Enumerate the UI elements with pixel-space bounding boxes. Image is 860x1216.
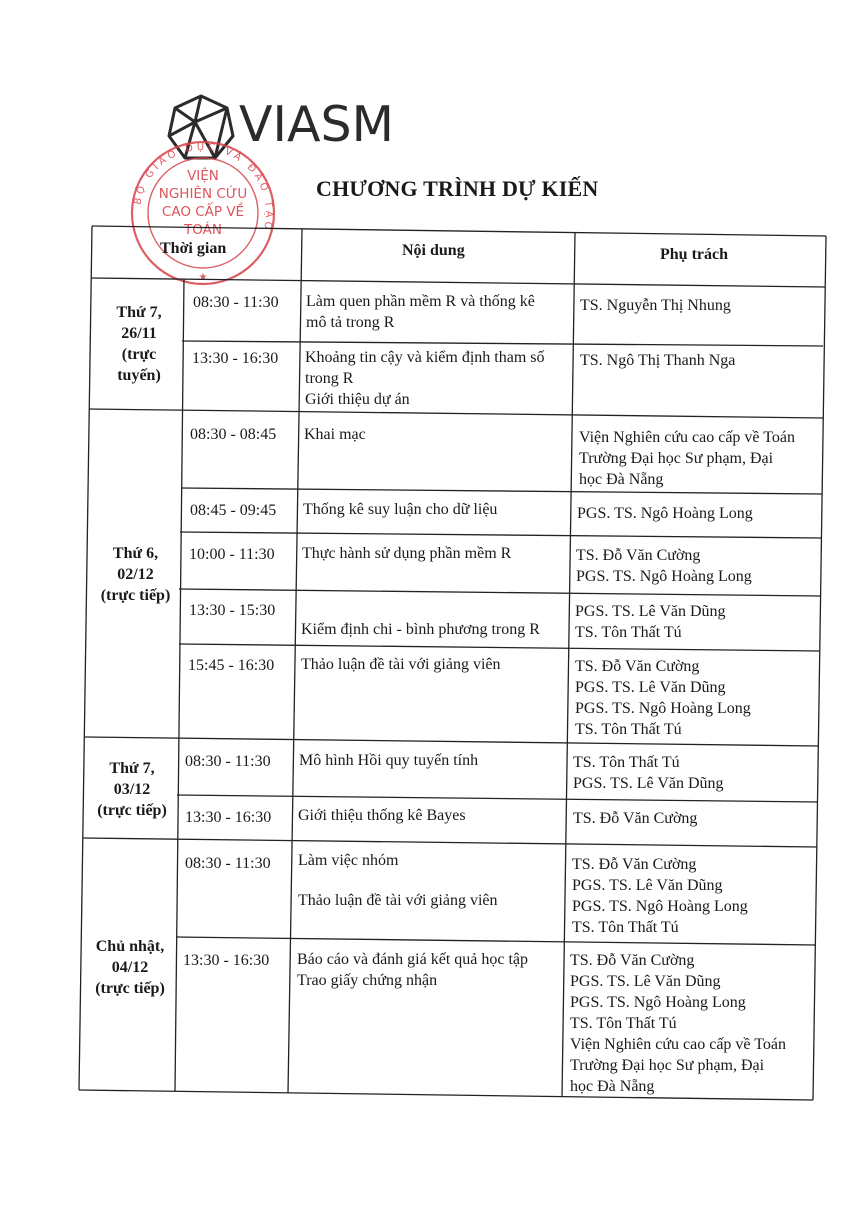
session-time: 08:30 - 11:30 (193, 294, 279, 311)
session-time: 13:30 - 15:30 (189, 602, 276, 619)
session-content: Làm quen phần mềm R và thống kê mô tả trong R (306, 293, 535, 331)
header-responsible: Phụ trách (660, 246, 728, 263)
session-time: 10:00 - 11:30 (189, 546, 275, 563)
session-content: Thảo luận đề tài với giảng viên (301, 656, 501, 673)
session-responsible: TS. Đỗ Văn Cường PGS. TS. Lê Văn Dũng PGS. TS. Ngô Hoàng Long TS. Tôn Thất Tú Viện Nghiên cứu cao cấp về Toán Trường Đại học Sư phạm, Đại học Đà Nẵng (570, 952, 786, 1095)
session-content: Báo cáo và đánh giá kết quả học tập Trao giấy chứng nhận (297, 951, 529, 989)
header-time: Thời gian (160, 240, 227, 257)
session-responsible: PGS. TS. Ngô Hoàng Long (577, 505, 753, 522)
session-content: Thống kê suy luận cho dữ liệu (303, 501, 498, 518)
official-stamp (128, 138, 278, 288)
session-content: Kiểm định chi - bình phương trong R (301, 621, 540, 638)
session-time: 08:30 - 08:45 (190, 426, 277, 443)
session-content: Mô hình Hồi quy tuyến tính (299, 752, 479, 769)
stamp-ring-text: BỘ GIÁO DỤC VÀ ĐÀO TẠO (132, 141, 275, 234)
session-content: Khoảng tin cậy và kiểm định tham số trong R Giới thiệu dự án (305, 349, 545, 408)
session-responsible: TS. Đỗ Văn Cường PGS. TS. Lê Văn Dũng PGS. TS. Ngô Hoàng Long TS. Tôn Thất Tú (575, 658, 751, 738)
session-responsible: PGS. TS. Lê Văn Dũng TS. Tôn Thất Tú (575, 603, 726, 641)
stamp-line-3: CAO CẤP VỀ (161, 204, 245, 220)
stamp-line-4: TOÁN (184, 222, 222, 238)
session-time: 13:30 - 16:30 (185, 809, 272, 826)
stamp-line-1: VIỆN (187, 168, 219, 184)
session-content: Khai mạc (304, 426, 366, 443)
session-responsible: TS. Nguyễn Thị Nhung (580, 297, 731, 314)
day-label: Thứ 7, 26/11 (trực tuyến) (116, 304, 162, 384)
session-responsible: TS. Đỗ Văn Cường PGS. TS. Ngô Hoàng Long (576, 547, 752, 585)
session-time: 08:45 - 09:45 (190, 502, 277, 519)
session-time: 13:30 - 16:30 (183, 952, 270, 969)
session-responsible: TS. Đỗ Văn Cường PGS. TS. Lê Văn Dũng PGS. TS. Ngô Hoàng Long TS. Tôn Thất Tú (572, 856, 748, 936)
session-content: Làm việc nhóm Thảo luận đề tài với giảng viên (298, 852, 498, 909)
day-label: Thứ 7, 03/12 (trực tiếp) (97, 760, 167, 819)
session-responsible: TS. Đỗ Văn Cường (573, 810, 698, 827)
day-label: Chủ nhật, 04/12 (trực tiếp) (95, 938, 165, 997)
svg-text:★: ★ (198, 272, 208, 283)
session-time: 08:30 - 11:30 (185, 855, 271, 872)
day-label: Thứ 6, 02/12 (trực tiếp) (100, 545, 171, 604)
logo-text: VIASM (239, 96, 394, 153)
session-content: Thực hành sử dụng phần mềm R (302, 545, 512, 562)
stamp-line-2: NGHIÊN CỨU (158, 186, 248, 202)
session-content: Giới thiệu thống kê Bayes (298, 807, 466, 824)
header-content: Nội dung (402, 242, 465, 259)
page-title: CHƯƠNG TRÌNH DỰ KIẾN (316, 176, 599, 201)
session-responsible: TS. Ngô Thị Thanh Nga (580, 352, 736, 369)
session-time: 13:30 - 16:30 (192, 350, 279, 367)
session-responsible: Viện Nghiên cứu cao cấp về Toán Trường Đại học Sư phạm, Đại học Đà Nẵng (579, 429, 795, 488)
session-time: 15:45 - 16:30 (188, 657, 275, 674)
session-responsible: TS. Tôn Thất Tú PGS. TS. Lê Văn Dũng (573, 754, 724, 792)
session-time: 08:30 - 11:30 (185, 753, 271, 770)
